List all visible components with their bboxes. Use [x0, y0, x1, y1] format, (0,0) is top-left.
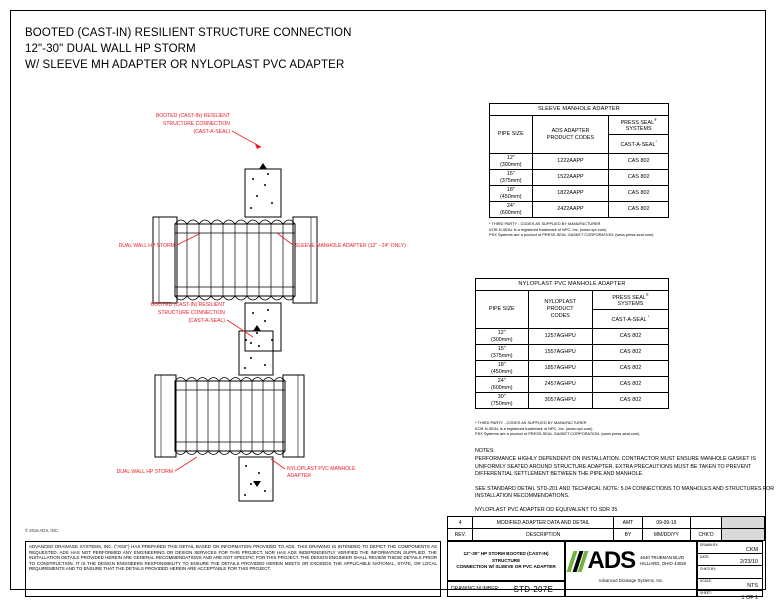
- field-sheet: SHEET: 1 OF 1: [700, 591, 758, 602]
- cell-code: 2422AAPP: [532, 202, 609, 218]
- table2-footnotes: * THIRD PARTY - CODES AS SUPPLIED BY MANUFACTURER KOR-N-SEAL is a registered trademark of NPC, Inc. (www.npc.com) PSX Systems are a product of PRESS-SEAL GASKET CORPORATION. (www.press-seal.com): [475, 420, 640, 437]
- title-line-2: 12"-30" DUAL WALL HP STORM: [25, 43, 196, 55]
- note-paragraph-1: PERFORMANCE HIGHLY DEPENDENT ON INSTALLATION. CONTRACTOR MUST ENSURE MANHOLE GASKET IS UNIFORMLY SEATED AROUND STRUCTURE ADAPTER. EXTRA PRECAUTIONS MUST BE TAKEN TO PREVENT DIFFERENTIAL SETTLEMENT BETWEEN THE PIPE AND MANHOLE.: [475, 456, 756, 478]
- table1-header-cast-a-seal: CAST-A-SEAL*: [609, 135, 669, 154]
- cell-cas: CAS 802: [609, 186, 669, 202]
- cell-code: 1257AGHPU: [528, 329, 592, 345]
- titleblock-fields: [697, 541, 763, 602]
- table1-header-press-seal: PRESS SEAL® SYSTEMS: [609, 116, 669, 135]
- disclaimer-text: ADVANCED DRAINAGE SYSTEMS, INC. ("ADS") HAS PREPARED THIS DETAIL BASED ON INFORMATION PROVIDED TO ADS. THIS DRAWING IS INTENDED TO DEPICT THE COMPONENTS AS REQUESTED. ADS HAS NOT PERFORMED ANY ENGINEERING OR DESIGN SERVICES FOR THIS PROJECT, NOR HAS ADS INDEPENDENTLY VERIFIED THE INFORMATION SUPPLIED. THE INSTALLATION DETAILS PROVIDED HEREIN ARE GENERAL RECOMMENDATIONS AND ARE NOT SPECIFIC FOR THIS PROJECT. THE DESIGN ENGINEER SHALL REVIEW THESE DETAILS PRIOR TO CONSTRUCTION. IT IS THE DESIGN ENGINEERS RESPONSIBILITY TO ENSURE THE DETAILS PROVIDED HEREIN MEETS OR EXCEEDS THE APPLICABLE NATIONAL, STATE, OR LOCAL REQUIREMENTS AND TO ENSURE THAT THE DETAILS PROVIDED HEREIN ARE ACCEPTABLE FOR THIS PROJECT.: [25, 541, 441, 597]
- cell-pipe-size: 12" (300mm): [476, 329, 529, 345]
- cell-code: 1857AGHPU: [528, 361, 592, 377]
- page-title: [25, 25, 455, 73]
- asterisk-icon: *: [647, 315, 650, 320]
- revision-header-date: MM/DD/YY: [642, 529, 690, 541]
- nyloplast-pvc-manhole-adapter-table: [475, 278, 669, 409]
- revision-header-row: [448, 529, 765, 541]
- callout-bot-boot-line1: BOOTED (CAST-IN) RESILIENT: [150, 302, 225, 308]
- ads-logo-slashes-icon: [570, 551, 587, 572]
- callout-top-pipe: DUAL WALL HP STORM: [118, 243, 175, 249]
- titleblock-description-line1: 12"-30" HP STORM BOOTED (CAST-IN) STRUCTURE: [463, 551, 549, 563]
- revision-spacer: [722, 517, 765, 529]
- note-paragraph-3: NYLOPLAST PVC ADAPTER OD EQUIVALENT TO SDR 35: [475, 507, 618, 514]
- revision-header-spacer: [722, 529, 765, 541]
- company-address: [640, 555, 686, 567]
- notes-section: [475, 448, 775, 522]
- cell-cas: CAS 802: [609, 170, 669, 186]
- titleblock-description-line2: CONNECTION W/ SLEEVE OR PVC ADAPTER: [456, 564, 556, 570]
- revision-header-by: BY: [614, 529, 643, 541]
- sleeve-manhole-adapter-table: [489, 103, 669, 218]
- address-line-1: 4640 TRUEMAN BLVD: [640, 555, 685, 560]
- cell-code: 1822AAPP: [532, 186, 609, 202]
- cell-pipe-size: 12" (300mm): [490, 154, 533, 170]
- revision-header-description: DESCRIPTION: [473, 529, 614, 541]
- title-line-1: BOOTED (CAST-IN) RESILIENT STRUCTURE CONNECTION: [25, 27, 352, 39]
- cell-pipe-size: 18" (450mm): [490, 186, 533, 202]
- revision-number: 4: [448, 517, 473, 529]
- table2-header-product-codes: NYLOPLAST PRODUCT CODES: [528, 291, 592, 329]
- copyright-notice: © 2019 ADS, INC.: [25, 528, 59, 533]
- field-date: DATE: 2/23/10: [698, 554, 762, 566]
- table1-footnotes: * THIRD PARTY - CODES AS SUPPLIED BY MANUFACTURER KOR-N-SEAL is a registered trademark of NPC, Inc. (www.npc.com) PSX Systems are a product of PRESS-SEAL GASKET CORPORATION. (www.press-seal.com): [489, 221, 654, 238]
- table-row: [490, 170, 669, 186]
- note-paragraph-2: SEE STANDARD DETAIL STD-201 AND TECHNICAL NOTE: 5.04 CONNECTIONS TO MANHOLES AND STRUCTURES FOR INSTALLATION RECOMMENDATIONS.: [475, 485, 775, 500]
- drawing-number-value: STD-207E: [513, 584, 554, 594]
- table-row: [476, 393, 669, 409]
- detail-drawings: [25, 81, 455, 521]
- cell-code: 3057AGHPU: [528, 393, 592, 409]
- table-row: [476, 361, 669, 377]
- cell-code: 1222AAPP: [532, 154, 609, 170]
- cell-pipe-size: 24" (600mm): [476, 377, 529, 393]
- bottom-detail-nyloplast-adapter: [155, 325, 304, 501]
- asterisk-icon: *: [655, 140, 657, 145]
- table2-title: NYLOPLAST PVC MANHOLE ADAPTER: [476, 279, 669, 291]
- cell-pipe-size: 24" (600mm): [490, 202, 533, 218]
- cell-cas: CAS 802: [592, 393, 668, 409]
- drawing-number-label: DRAWING NUMBER:: [451, 586, 500, 592]
- revision-header-chkd: CHK'D: [690, 529, 721, 541]
- revision-date: 09-09-19: [642, 517, 690, 529]
- cell-cas: CAS 802: [592, 329, 668, 345]
- cell-cas: CAS 802: [609, 154, 669, 170]
- cell-pipe-size: 18" (450mm): [476, 361, 529, 377]
- revision-description: MODIFIED ADAPTER DATA AND DETAIL: [473, 517, 614, 529]
- cell-code: 1557AGHPU: [528, 345, 592, 361]
- drawing-number-row: [447, 581, 565, 597]
- table-row: [490, 202, 669, 218]
- table-row: [490, 154, 669, 170]
- callout-top-adapter: SLEEVE MANHOLE ADAPTER (12" - 24" ONLY): [295, 243, 406, 249]
- revision-header-rev: REV.: [448, 529, 473, 541]
- callout-bot-adapter-line1: NYLOPLAST PVC MANHOLE: [287, 466, 356, 472]
- cell-code: 1522AAPP: [532, 170, 609, 186]
- registered-mark-icon: ®: [645, 292, 649, 297]
- callout-top-boot-line3: (CAST-A-SEAL): [193, 129, 230, 135]
- callout-top-boot-line1: BOOTED (CAST-IN) RESILIENT: [155, 113, 230, 119]
- address-line-2: HILLIARD, OHIO 43026: [640, 561, 687, 566]
- field-scale: SCALE: NTS: [698, 579, 762, 591]
- technical-drawing-area: [25, 81, 455, 521]
- revision-by: AMT: [614, 517, 643, 529]
- cell-code: 2457AGHPU: [528, 377, 592, 393]
- field-chkd-by: CHK'D BY:: [698, 566, 762, 578]
- callout-bot-boot-line3: (CAST-A-SEAL): [188, 318, 225, 324]
- cell-cas: CAS 802: [592, 361, 668, 377]
- table1-title: SLEEVE MANHOLE ADAPTER: [490, 104, 669, 116]
- cell-cas: CAS 802: [609, 202, 669, 218]
- callout-bot-boot-line2: STRUCTURE CONNECTION: [157, 310, 225, 316]
- field-drawn-by: DRAWN BY: CKM: [698, 542, 762, 554]
- cell-cas: CAS 802: [592, 377, 668, 393]
- table-row: [476, 345, 669, 361]
- table1-header-product-codes: ADS ADAPTER PRODUCT CODES: [532, 116, 609, 154]
- company-logo-block: [565, 541, 697, 597]
- registered-mark-icon: ®: [654, 117, 657, 122]
- table2-header-pipe-size: PIPE SIZE: [476, 291, 529, 329]
- notes-heading: NOTES:: [475, 448, 495, 454]
- cell-pipe-size: 15" (375mm): [476, 345, 529, 361]
- ads-logo-text: ADS: [587, 547, 636, 574]
- table2-header-cast-a-seal: CAST-A-SEAL *: [592, 310, 668, 329]
- callout-bot-pipe: DUAL WALL HP STORM: [116, 469, 173, 475]
- revision-entry-row: [448, 517, 765, 529]
- revision-table: [447, 516, 765, 541]
- table2-header-press-seal: PRESS SEAL® SYSTEMS: [592, 291, 668, 310]
- table-row: [476, 377, 669, 393]
- title-line-3: W/ SLEEVE MH ADAPTER OR NYLOPLAST PVC ADAPTER: [25, 59, 345, 71]
- table-row: [476, 329, 669, 345]
- revision-chkd: [690, 517, 721, 529]
- cell-cas: CAS 802: [592, 345, 668, 361]
- drawing-sheet-border: [10, 10, 775, 602]
- company-tagline: Advanced Drainage Systems, Inc.: [598, 578, 664, 583]
- titleblock-description: [447, 541, 565, 581]
- callout-bot-adapter-line2: ADAPTER: [287, 473, 312, 479]
- table1-header-pipe-size: PIPE SIZE: [490, 116, 533, 154]
- cell-pipe-size: 15" (375mm): [490, 170, 533, 186]
- top-detail-sleeve-adapter: [150, 163, 317, 351]
- callout-top-boot-line2: STRUCTURE CONNECTION: [162, 121, 230, 127]
- table-row: [490, 186, 669, 202]
- cell-pipe-size: 30" (750mm): [476, 393, 529, 409]
